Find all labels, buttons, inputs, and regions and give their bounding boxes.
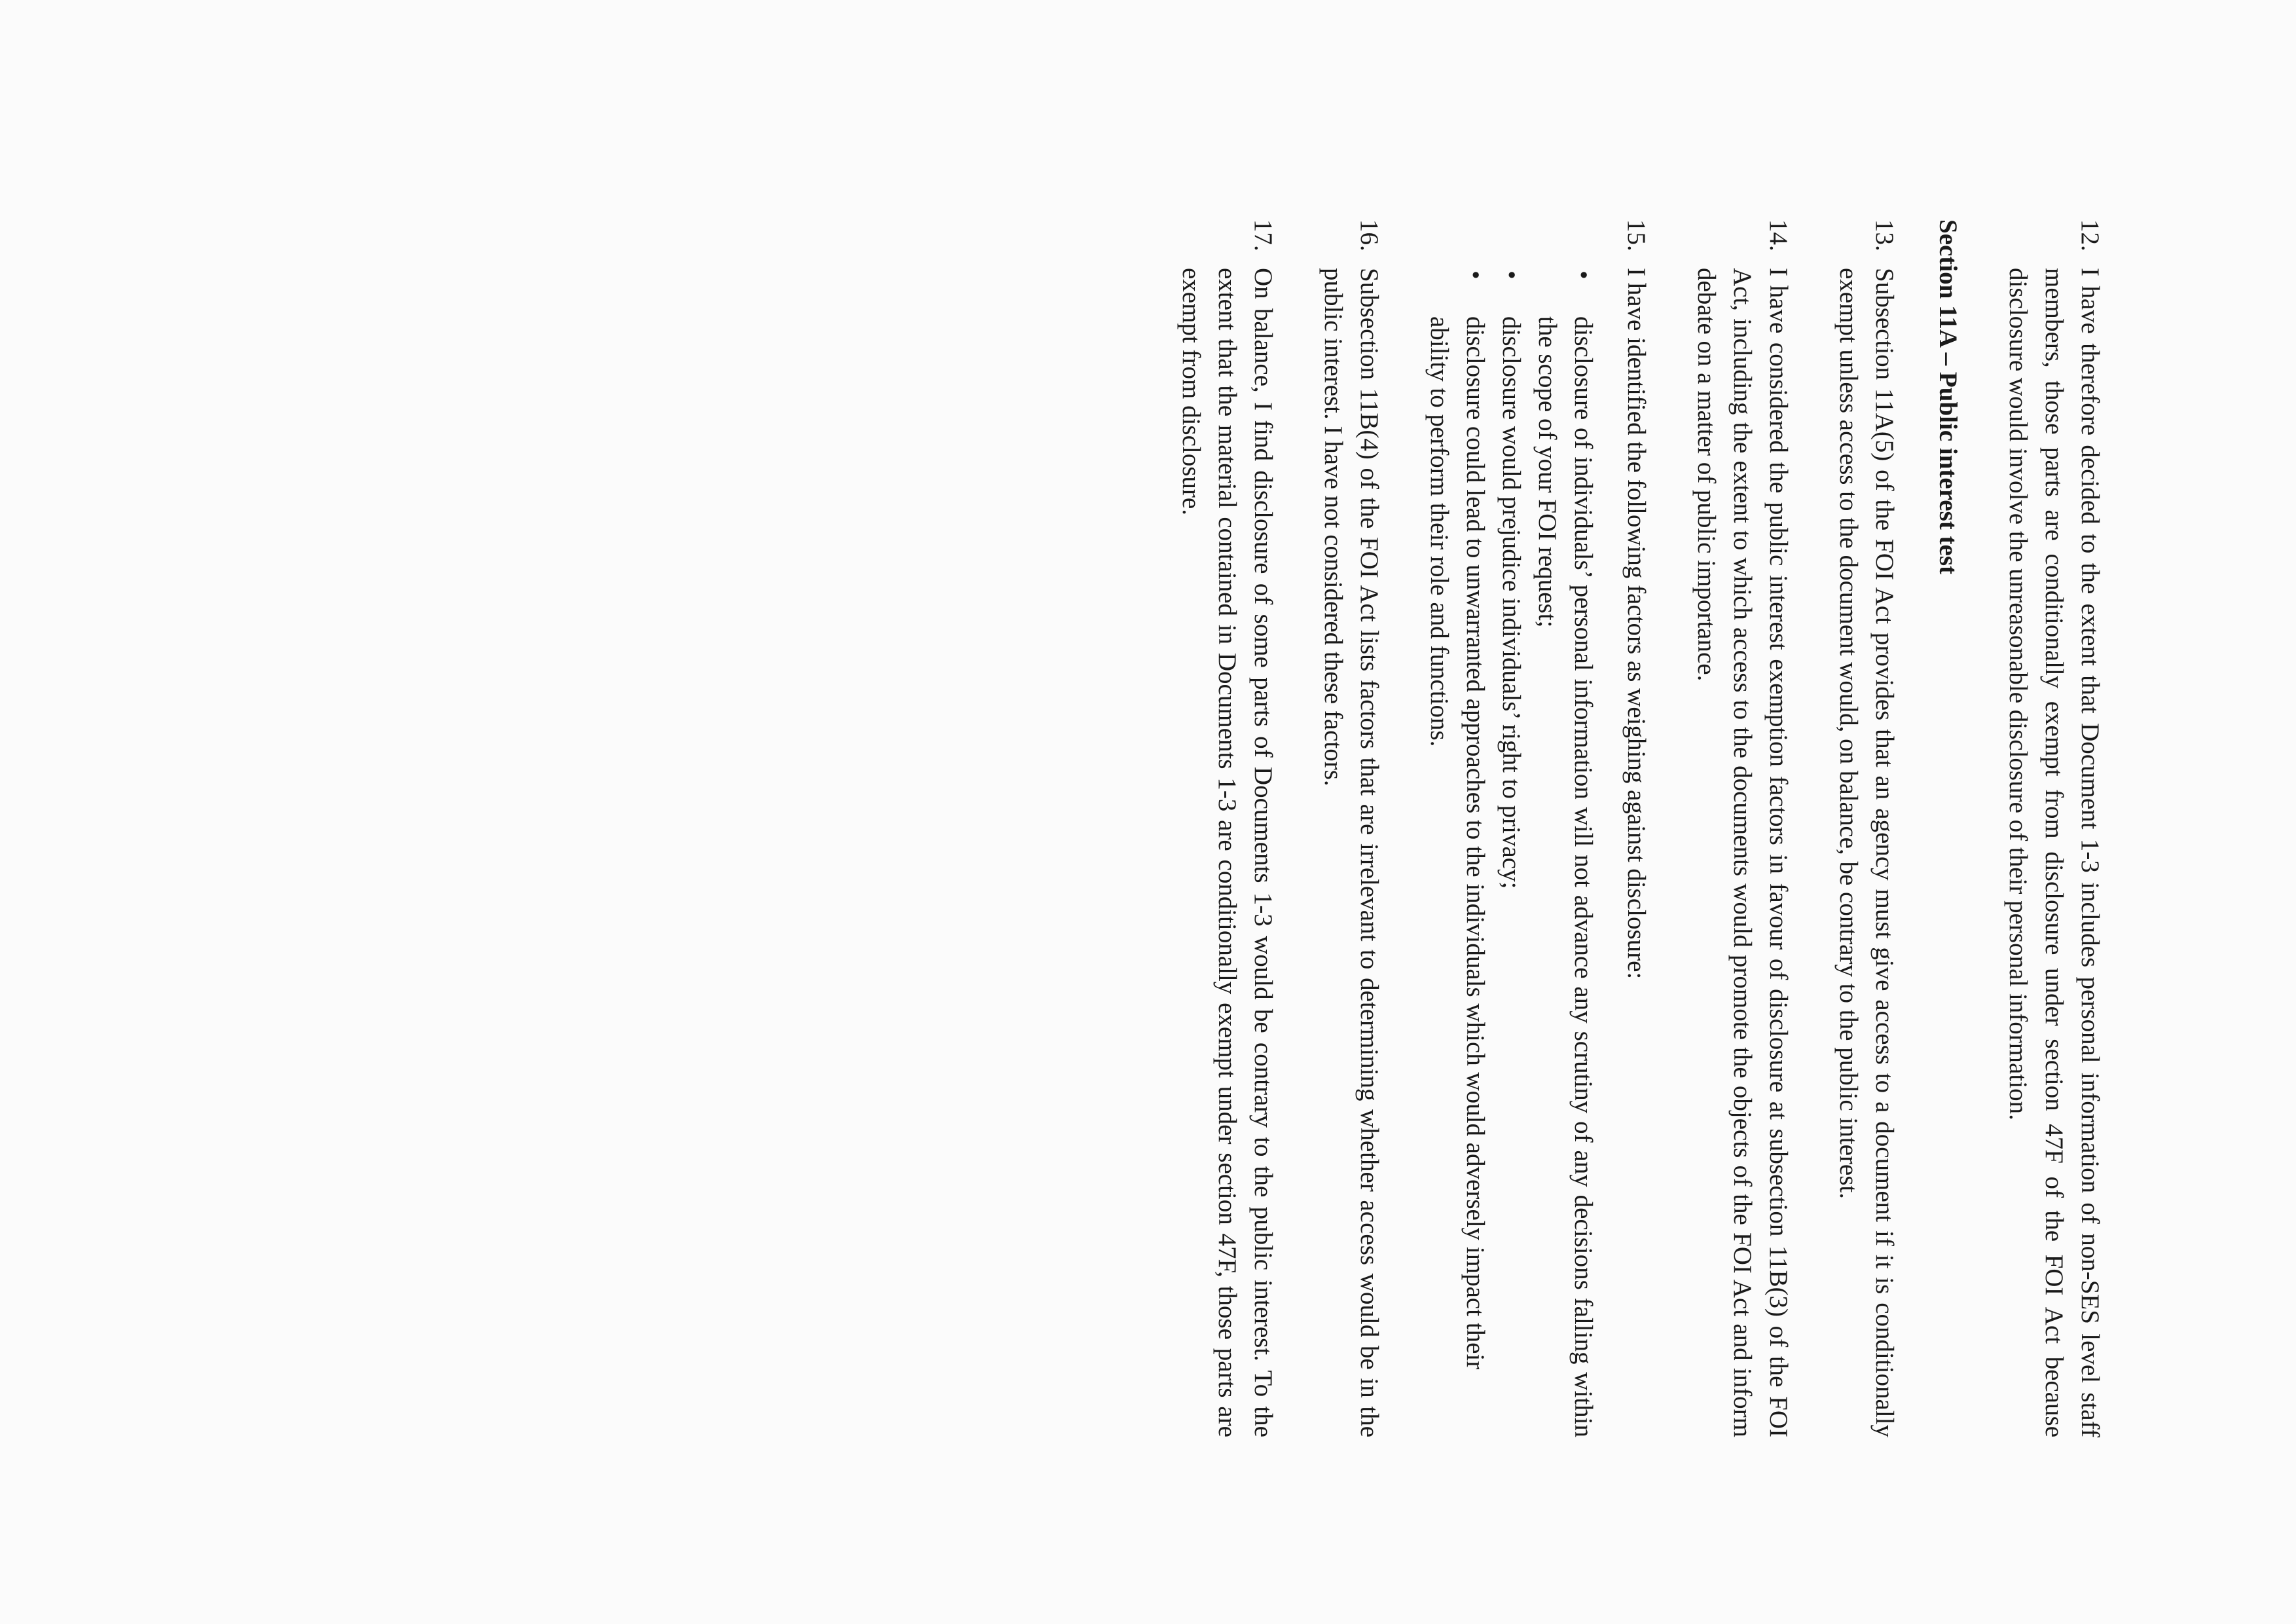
bullet-icon: • bbox=[1461, 270, 1489, 280]
bullet-icon: • bbox=[1569, 270, 1597, 280]
list-item bbox=[1493, 268, 1529, 1437]
paragraph-number: 13. bbox=[1870, 219, 1899, 251]
list-item-text: disclosure would prejudice individuals’ right to privacy; bbox=[1497, 316, 1525, 889]
rotated-text-column bbox=[1139, 219, 2108, 1437]
paragraph-text: I have therefore decided to the extent that Document 1-3 includes personal information of non-SES level staff members, those parts are conditionally exempt from disclosure under section 47F of the FOI Act because disclosure would involve the unreasonable disclosure of their personal information. bbox=[2004, 268, 2104, 1437]
list-item bbox=[1529, 268, 1601, 1437]
paragraph-text: I have identified the following factors as weighing against disclosure: bbox=[1622, 268, 1650, 980]
paragraph-16 bbox=[1315, 219, 1387, 1437]
paragraph-number: 16. bbox=[1355, 219, 1383, 251]
paragraph-number: 14. bbox=[1764, 219, 1793, 251]
paragraph-14 bbox=[1688, 219, 1796, 1437]
paragraph-15 bbox=[1421, 219, 1654, 1437]
bullet-icon: • bbox=[1497, 270, 1525, 280]
paragraph-text: Subsection 11B(4) of the FOI Act lists factors that are irrelevant to determining whether access would be in the public interest. I have not considered these factors. bbox=[1319, 268, 1383, 1437]
section-heading: Section 11A – Public interest test bbox=[1934, 219, 1962, 574]
paragraph-text: Subsection 11A(5) of the FOI Act provides that an agency must give access to a document if it is conditionally exempt unless access to the document would, on balance, be contrary to the public interest. bbox=[1834, 268, 1899, 1437]
paragraph-number: 17. bbox=[1249, 219, 1277, 251]
paragraph-12 bbox=[2000, 219, 2108, 1437]
list-item bbox=[1421, 268, 1493, 1437]
paragraph-number: 12. bbox=[2076, 219, 2104, 251]
factor-list bbox=[1421, 268, 1601, 1437]
list-item-text: disclosure could lead to unwarranted approaches to the individuals which would adversely impact their ability to perform their role and functions. bbox=[1425, 316, 1489, 1370]
paragraph-number: 15. bbox=[1622, 219, 1650, 251]
paragraph-text: I have considered the public interest exemption factors in favour of disclosure at subsection 11B(3) of the FOI Act, including the extent to which access to the documents would promote the objects of the FOI Act and inform debate on a matter of public importance. bbox=[1692, 268, 1793, 1437]
paragraph-text: On balance, I find disclosure of some parts of Documents 1-3 would be contrary to the public interest. To the extent that the material contained in Documents 1-3 are conditionally exempt under section 47F, those parts are exempt from disclosure. bbox=[1177, 268, 1277, 1437]
paragraph-17 bbox=[1173, 219, 1281, 1437]
paragraph-13 bbox=[1831, 219, 1903, 1437]
list-item-text: disclosure of individuals’ personal information will not advance any scrutiny of any decisions falling within the scope of your FOI request; bbox=[1533, 316, 1597, 1437]
